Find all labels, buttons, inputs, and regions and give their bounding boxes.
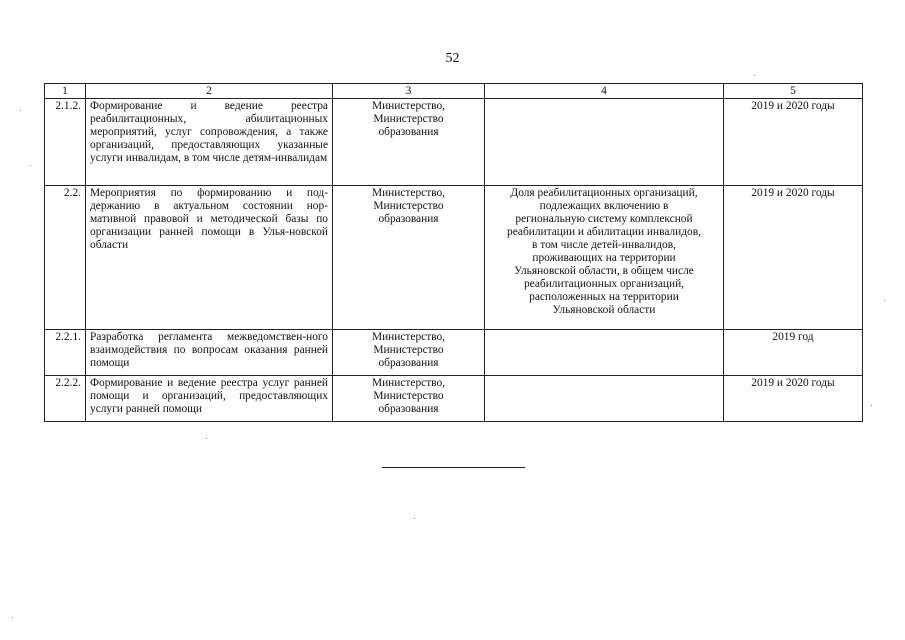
page-number: 52	[445, 51, 460, 66]
executor-cell: Министерство, Министерство образования	[333, 186, 485, 330]
row-number: 2.2.	[45, 186, 86, 330]
header-col-2: 2	[86, 84, 333, 99]
header-col-3: 3	[333, 84, 485, 99]
measure-description: Разработка регламента межведомствен-ного взаимодействия по вопросам оказания ранней помощи	[86, 330, 333, 376]
measure-description: Формирование и ведение реестра услуг ранней помощи и организаций, предоставляющих услуги ранней помощи	[86, 376, 333, 422]
measure-description: Мероприятия по формированию и под-держанию в актуальном состоянии нор-мативной правовой и методической базы по организации ранней помощи в Улья-новской области	[86, 186, 333, 330]
scan-speck	[12, 617, 13, 618]
term-cell: 2019 и 2020 годы	[724, 99, 863, 186]
executor-cell: Министерство, Министерство образования	[333, 330, 485, 376]
indicator-cell: Доля реабилитационных организаций, подлежащих включению в региональную систему комплексной реабилитации и абилитации инвалидов, в том числе детей-инвалидов, проживающих на территории Ульяновской области, в общем числе реабилитационных организаций, расположенных на территории Ульяновской области	[485, 186, 724, 330]
executor-cell: Министерство, Министерство образования	[333, 376, 485, 422]
table-header-row	[45, 84, 863, 99]
indicator-cell	[485, 376, 724, 422]
scan-speck	[871, 405, 872, 406]
header-col-4: 4	[485, 84, 724, 99]
row-number: 2.2.2.	[45, 376, 86, 422]
table-row	[45, 376, 863, 422]
scan-speck	[30, 165, 31, 166]
measure-description: Формирование и ведение реестра реабилитационных, абилитационных мероприятий, услуг сопровождения, а также организаций, предоставляющих указанные услуги инвалидам, в том числе детям-инвалидам	[86, 99, 333, 186]
scan-speck	[20, 110, 21, 111]
table-row	[45, 186, 863, 330]
header-col-1: 1	[45, 84, 86, 99]
term-cell: 2019 и 2020 годы	[724, 376, 863, 422]
indicator-cell	[485, 99, 724, 186]
scan-speck	[206, 438, 207, 439]
scan-speck	[884, 300, 885, 301]
table-row	[45, 330, 863, 376]
table-row	[45, 99, 863, 186]
header-col-5: 5	[724, 84, 863, 99]
indicator-cell	[485, 330, 724, 376]
row-number: 2.2.1.	[45, 330, 86, 376]
separator-line	[382, 467, 525, 468]
scan-speck	[414, 518, 415, 519]
term-cell: 2019 и 2020 годы	[724, 186, 863, 330]
row-number: 2.1.2.	[45, 99, 86, 186]
executor-cell: Министерство, Министерство образования	[333, 99, 485, 186]
term-cell: 2019 год	[724, 330, 863, 376]
measures-table	[44, 83, 863, 422]
scan-speck	[754, 75, 755, 76]
